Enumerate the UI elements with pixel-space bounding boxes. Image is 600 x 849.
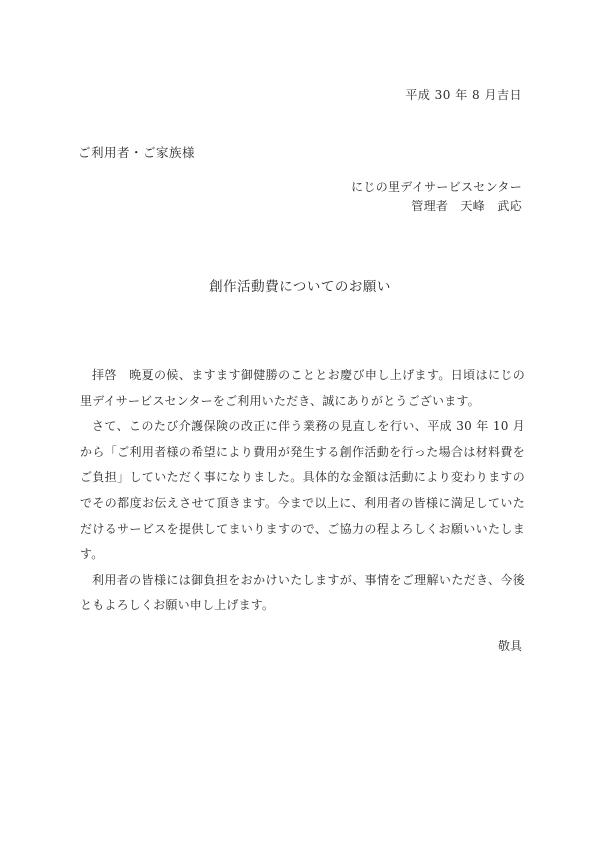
sender-organization: にじの里デイサービスセンター bbox=[351, 180, 522, 194]
sender-block bbox=[351, 178, 522, 216]
letter-closing: 敬具 bbox=[497, 639, 522, 653]
sender-manager: 管理者 天峰 武応 bbox=[411, 199, 522, 213]
letter-subject: 創作活動費についてのお願い bbox=[209, 279, 391, 295]
body-paragraph-greeting: 拝啓 晩夏の候、ますます御健勝のこととお慶び申し上げます。日頃はにじの里デイサービスセンターをご利用いただき、誠にありがとうございます。 bbox=[80, 368, 525, 408]
letter-body bbox=[80, 363, 525, 619]
letter-date: 平成 30 年 8 月吉日 bbox=[405, 88, 522, 102]
recipient-line: ご利用者・ご家族様 bbox=[78, 145, 196, 160]
body-paragraph-main: さて、このたび介護保険の改正に伴う業務の見直しを行い、平成 30 年 10 月から「ご利用者様の希望により費用が発生する創作活動を行った場合は材料費をご負担」していただく事になりました。具体的な金額は活動により変わりますのでその都度お伝えさせて頂きます。今まで以上に、利用者の皆様に満足していただけるサービスを提供してまいりますので、ご協力の程よろしくお願いいたします。 bbox=[80, 419, 526, 562]
body-paragraph-closing-remarks: 利用者の皆様には御負担をおかけいたしますが、事情をご理解いただき、今後ともよろしくお願い申し上げます。 bbox=[80, 572, 525, 613]
